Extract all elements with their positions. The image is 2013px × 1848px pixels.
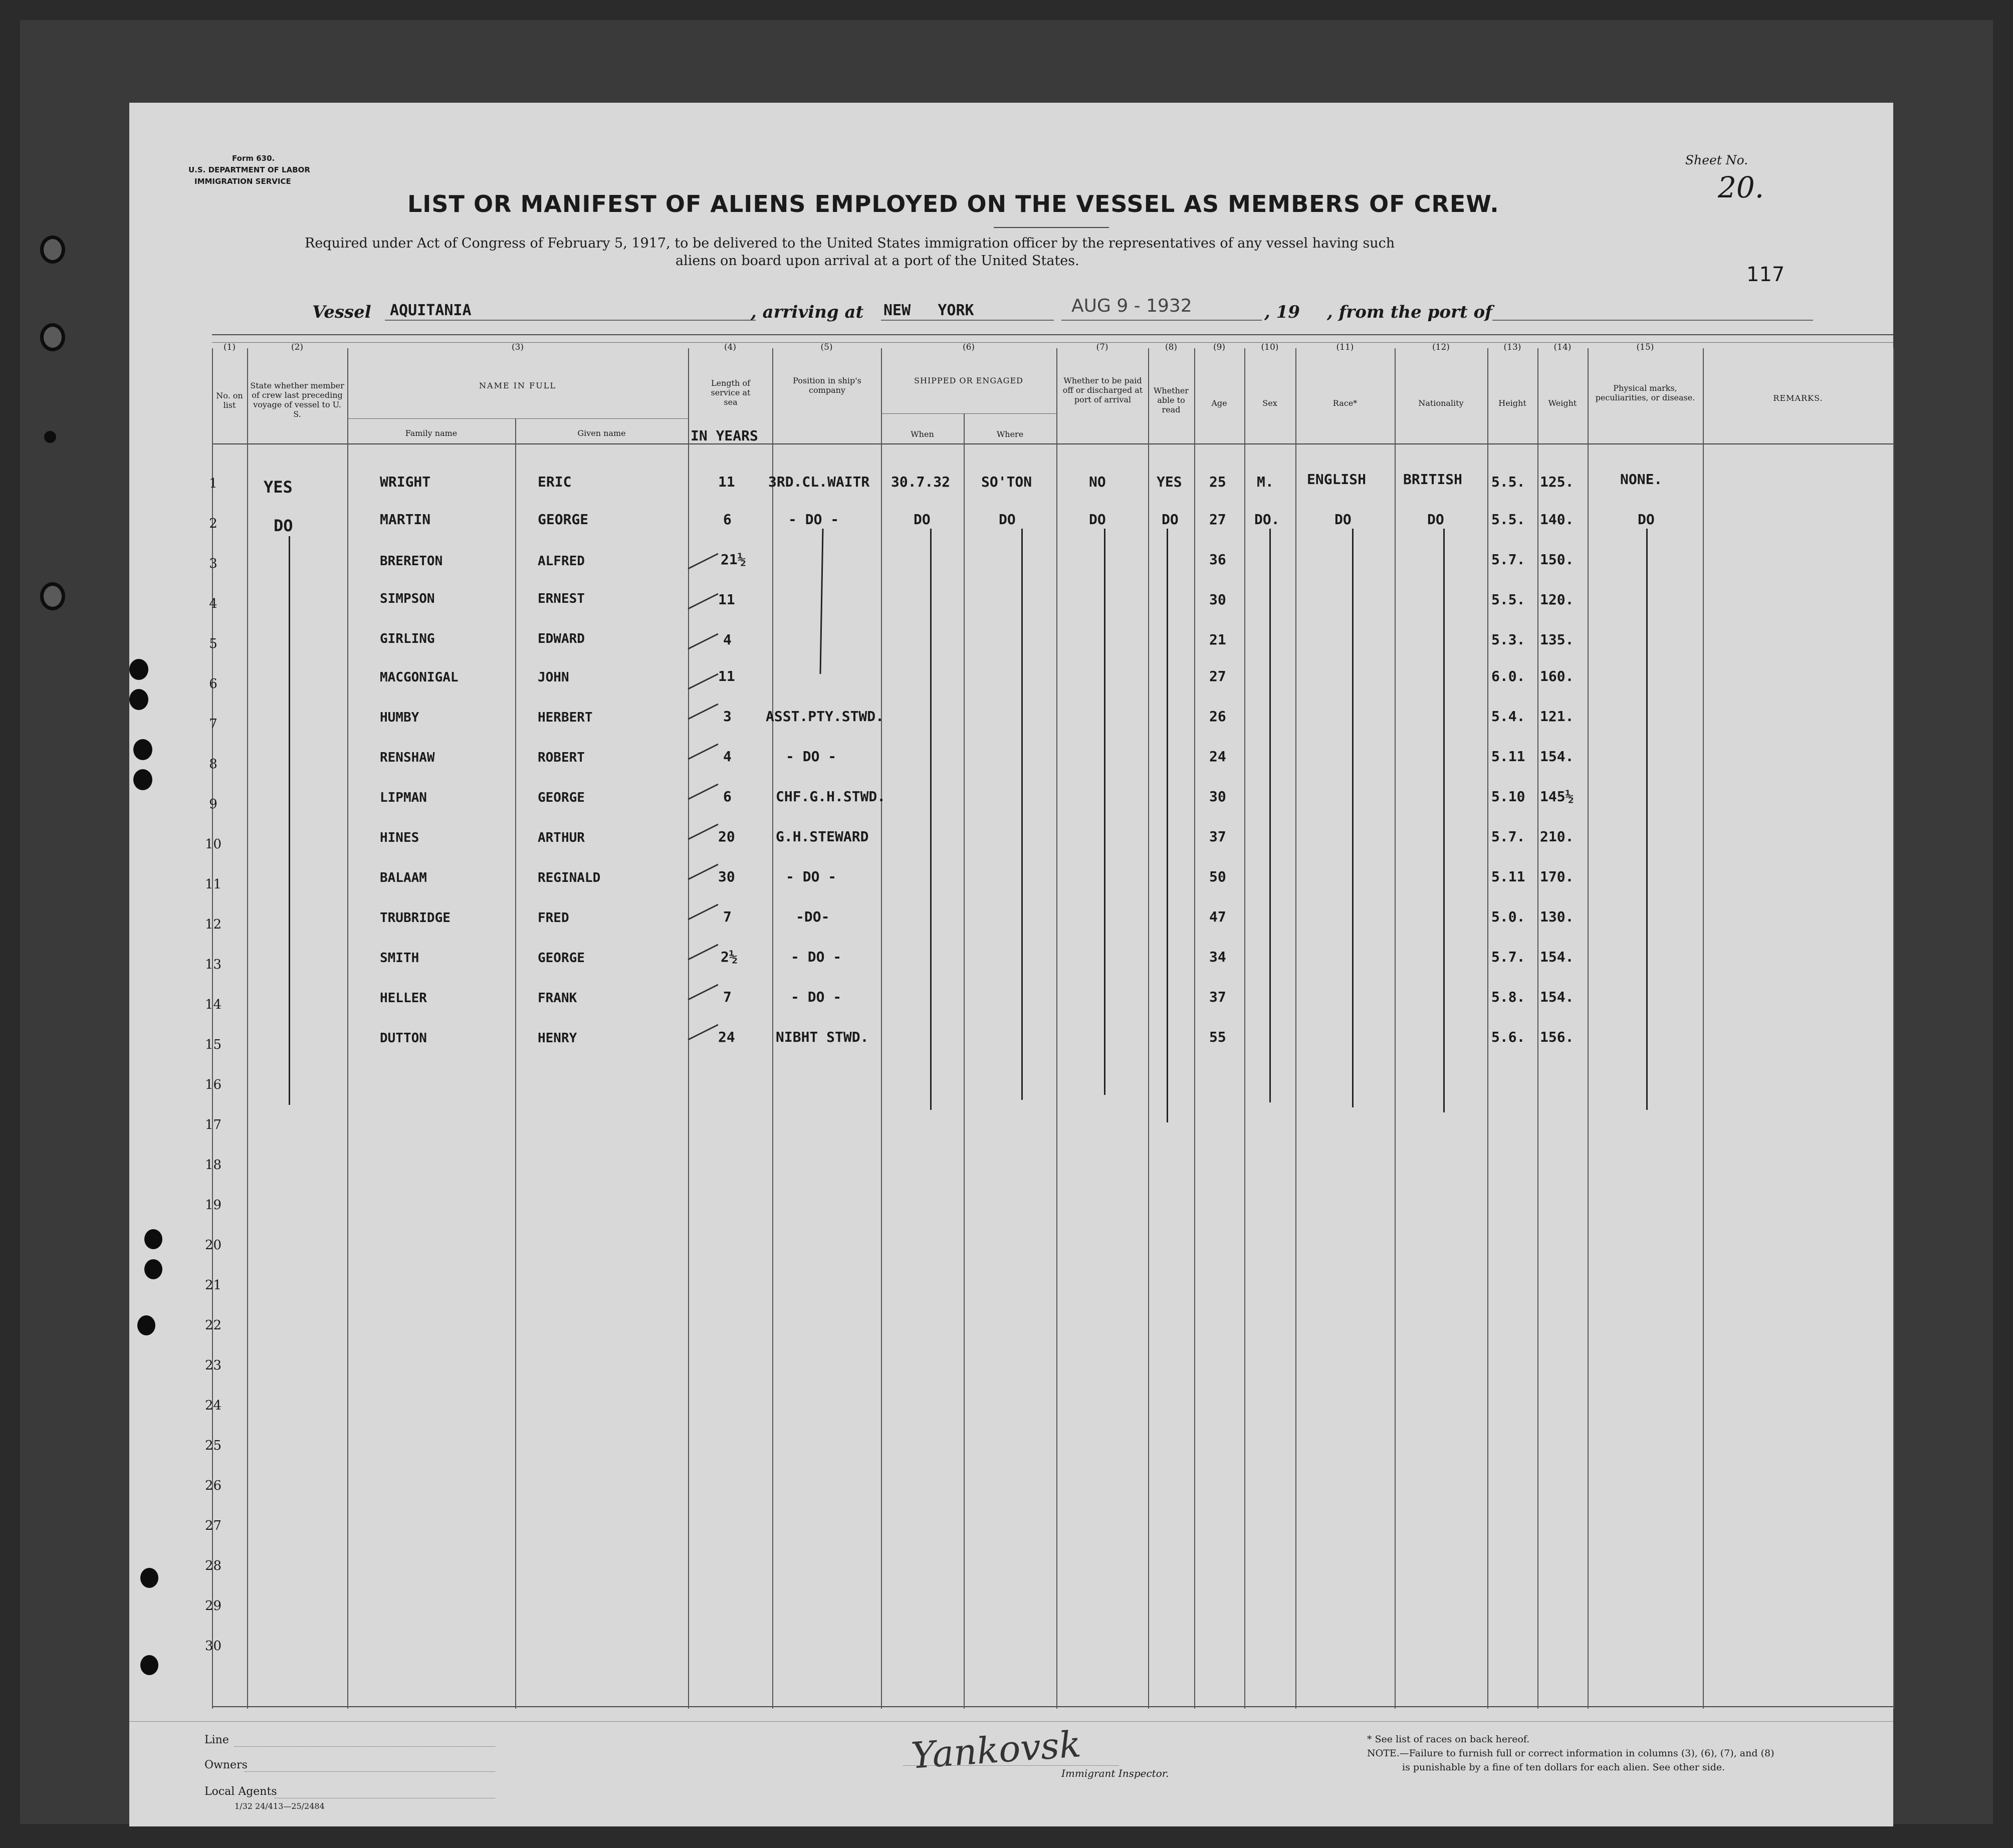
row-number: 22 [204,1318,222,1333]
row-number: 17 [204,1117,222,1132]
row-number: 6 [209,676,217,691]
row-number: 24 [204,1398,222,1413]
given-name: FRANK [538,991,577,1006]
family-name: WRIGHT [380,474,431,490]
given-name: HENRY [538,1031,577,1046]
row-number: 20 [204,1238,222,1253]
previous-voyage: YES [264,478,293,497]
weight: 154. [1540,748,1574,765]
header-bottom-rule [212,443,1893,444]
ditto-mark [1269,529,1271,1102]
header-height: Height [1498,398,1526,408]
race: ENGLISH [1307,471,1367,488]
col-rule [515,418,516,1709]
height: 5.7. [1491,551,1525,568]
paid-off: DO [1089,511,1106,528]
service-years: 3 [723,708,732,725]
weight: 154. [1540,989,1574,1005]
age: 30 [1209,591,1226,608]
ditto-mark [1104,529,1105,1095]
title-rule [994,227,1109,228]
scan-background [20,20,1993,1824]
row-number: 26 [204,1478,222,1493]
given-name: GEORGE [538,511,589,528]
binder-hole [40,582,65,610]
signature: Yankovsk [910,1723,1082,1777]
row-number: 16 [204,1077,222,1092]
column-number: (3) [511,342,524,352]
row-number: 15 [204,1037,222,1052]
weight: 125. [1540,474,1574,490]
age: 37 [1209,989,1226,1005]
row-number: 25 [204,1438,222,1453]
table-top-rule [212,334,1893,335]
vessel-underline [385,320,756,321]
ditto-mark [1021,529,1023,1100]
ditto-mark [930,529,932,1110]
punch-hole [137,1315,155,1335]
given-name: HERBERT [538,710,593,725]
height: 6.0. [1491,668,1525,684]
height: 5.7. [1491,828,1525,845]
weight: 130. [1540,908,1574,925]
col-rule [1395,348,1396,1709]
shipped-where: SO'TON [981,474,1032,490]
col-rule [1487,348,1488,1709]
service-years: 24 [718,1029,735,1045]
service-years: 11 [718,668,735,684]
position: - DO - [786,868,837,885]
height: 5.8. [1491,989,1525,1005]
arriving-label: , arriving at [751,302,864,322]
height: 5.11 [1491,868,1525,885]
header-position: Position in ship's company [793,376,861,395]
header-paid-off: Whether to be paid off or discharged at port of arrival [1062,376,1143,404]
row-number: 14 [204,997,222,1012]
weight: 154. [1540,949,1574,965]
col-rule [1588,348,1589,1709]
row-number: 12 [204,917,222,932]
family-name: SMITH [380,951,419,966]
position: - DO - [788,511,839,528]
date-underline [1061,320,1262,321]
service-years: 30 [718,868,735,885]
manifest-sheet [129,103,1893,1826]
weight: 145½ [1540,788,1574,805]
given-name: ERNEST [538,591,585,606]
service-years: 11 [718,591,735,608]
age: 34 [1209,949,1226,965]
date-stamp: AUG 9 - 1932 [1071,296,1192,316]
row-number: 21 [204,1278,222,1293]
family-name: HUMBY [380,710,419,725]
department-label: U.S. DEPARTMENT OF LABOR [188,165,310,174]
column-number: (4) [724,342,737,352]
local-agents-label: Local Agents [204,1785,277,1798]
family-name: MARTIN [380,511,431,528]
row-number: 10 [204,837,222,852]
header-physical-marks: Physical marks, peculiarities, or disease. [1595,383,1695,402]
col-rule [247,348,248,1709]
given-name: ALFRED [538,554,585,569]
penalty-note-2: is punishable by a fine of ten dollars for each alien. See other side. [1402,1762,1725,1773]
header-no-on-list: No. on list [216,391,243,410]
column-number: (14) [1553,342,1572,352]
col-rule [1148,348,1149,1709]
column-number: (11) [1336,342,1354,352]
col-rule [212,348,213,1709]
age: 26 [1209,708,1226,725]
header-given-name: Given name [577,428,626,438]
column-number: (10) [1261,342,1279,352]
row-number: 18 [204,1158,222,1173]
position: 3RD.CL.WAITR [768,474,870,490]
signature-underline [904,1765,1119,1766]
ditto-mark [1352,529,1354,1107]
binder-hole [40,323,65,351]
vessel-name: AQUITANIA [390,302,472,319]
weight: 120. [1540,591,1574,608]
given-name: REGINALD [538,870,601,885]
service-years: 7 [723,989,732,1005]
age: 21 [1209,631,1226,648]
service-years: 20 [718,828,735,845]
punch-hole [144,1229,162,1249]
punch-hole [140,1655,158,1675]
family-name: TRUBRIDGE [380,910,451,926]
weight: 121. [1540,708,1574,725]
row-number: 2 [209,516,217,531]
header-sex: Sex [1262,398,1277,408]
table-bottom-rule [212,1706,1893,1707]
family-name: MACGONIGAL [380,670,459,685]
family-name: DUTTON [380,1031,427,1046]
punch-hole [129,659,148,680]
header-able-read: Whether able to read [1153,386,1189,414]
height: 5.4. [1491,708,1525,725]
header-remarks: REMARKS. [1773,393,1823,403]
column-number: (8) [1165,342,1178,352]
height: 5.10 [1491,788,1525,805]
age: 50 [1209,868,1226,885]
header-weight: Weight [1548,398,1577,408]
given-name: JOHN [538,670,569,685]
previous-voyage: DO [274,516,293,535]
age: 55 [1209,1029,1226,1045]
weight: 156. [1540,1029,1574,1045]
col-rule [1244,348,1245,1709]
height: 5.5. [1491,591,1525,608]
given-name: GEORGE [538,790,585,805]
given-name: ERIC [538,474,572,490]
height: 5.11 [1491,748,1525,765]
penalty-note-1: NOTE.—Failure to furnish full or correct information in columns (3), (6), (7), and (8) [1367,1748,1774,1759]
family-name: HELLER [380,991,427,1006]
form-number: Form 630. [232,154,275,163]
position: - DO - [791,989,842,1005]
binder-hole [44,431,56,443]
footer-rule [129,1721,1893,1722]
binder-hole [40,236,65,264]
punch-hole [140,1568,158,1588]
weight: 170. [1540,868,1574,885]
ditto-mark [1443,529,1445,1112]
family-name: BALAAM [380,870,427,885]
header-age: Age [1211,398,1227,408]
column-number: (12) [1432,342,1450,352]
col-rule [964,413,965,1709]
age: 47 [1209,908,1226,925]
page-title: LIST OR MANIFEST OF ALIENS EMPLOYED ON THE VESSEL AS MEMBERS OF CREW. [407,190,1499,217]
given-name: FRED [538,910,569,926]
age: 27 [1209,668,1226,684]
page-number: 117 [1746,263,1785,286]
family-name: SIMPSON [380,591,435,606]
column-number: (6) [962,342,975,352]
given-name: GEORGE [538,951,585,966]
print-code: 1/32 24/413—25/2484 [235,1801,325,1811]
column-number: (2) [291,342,304,352]
header-length-service: Length of service at sea [711,378,751,407]
weight: 135. [1540,631,1574,648]
col-rule [772,348,773,1709]
column-number: (7) [1096,342,1108,352]
subtitle-line-2: aliens on board upon arrival at a port of the United States. [676,253,1079,269]
service-years: 2½ [721,949,738,965]
nationality: BRITISH [1403,471,1463,488]
col-rule [881,348,882,1709]
position: -DO- [796,908,830,925]
header-nationality: Nationality [1418,398,1464,408]
row-number: 5 [209,636,217,651]
punch-hole [144,1259,162,1279]
sex: M. [1257,474,1274,490]
shipped-where: DO [999,511,1016,528]
paid-off: NO [1089,474,1106,490]
row-number: 30 [204,1639,222,1654]
service-years: 4 [723,748,732,765]
col-rule [1893,348,1894,1709]
age: 24 [1209,748,1226,765]
col-rule [1703,348,1704,1709]
weight: 160. [1540,668,1574,684]
service-years: 21½ [721,551,746,568]
ditto-mark [1646,529,1648,1110]
subheader-rule-name [347,418,688,419]
sex: DO. [1254,511,1280,528]
col-rule [347,348,348,1709]
row-number: 19 [204,1198,222,1213]
age: 30 [1209,788,1226,805]
races-note: * See list of races on back hereof. [1367,1734,1530,1745]
age: 27 [1209,511,1226,528]
given-name: ARTHUR [538,830,585,845]
row-number: 4 [209,596,217,611]
service-years: 6 [723,511,732,528]
weight: 150. [1540,551,1574,568]
able-to-read: YES [1157,474,1182,490]
line-label: Line [204,1734,229,1746]
header-shipped: SHIPPED OR ENGAGED [914,376,1023,385]
age: 36 [1209,551,1226,568]
able-to-read: DO [1162,511,1179,528]
owners-underline [245,1771,495,1772]
service-years: 11 [718,474,735,490]
family-name: RENSHAW [380,750,435,765]
position: ASST.PTY.STWD. [766,708,884,725]
ditto-mark [289,536,290,1105]
column-number: (13) [1503,342,1521,352]
vessel-label: Vessel [312,302,371,322]
from-port-label: , from the port of [1327,302,1492,322]
col-rule [1056,348,1057,1709]
header-previous-voyage: State whether member of crew last preceding voyage of vessel to U. S. [250,381,344,419]
row-number: 29 [204,1598,222,1613]
height: 5.0. [1491,908,1525,925]
race: DO [1334,511,1352,528]
service-years: 7 [723,908,732,925]
position: - DO - [791,949,842,965]
row-number: 28 [204,1558,222,1573]
col-rule [1295,348,1296,1709]
service-years: 6 [723,788,732,805]
age: 25 [1209,474,1226,490]
age: 37 [1209,828,1226,845]
family-name: BRERETON [380,554,443,569]
physical-marks: NONE. [1620,471,1663,488]
height: 5.5. [1491,511,1525,528]
owners-label: Owners [204,1759,248,1771]
header-in-years: IN YEARS [691,427,758,444]
given-name: EDWARD [538,631,585,646]
given-name: ROBERT [538,750,585,765]
row-number: 11 [204,877,222,892]
punch-hole [133,769,152,790]
header-race: Race* [1332,398,1358,408]
row-number: 27 [204,1518,222,1533]
height: 5.7. [1491,949,1525,965]
height: 5.5. [1491,474,1525,490]
from-port-underline [1492,320,1813,321]
shipped-when: DO [914,511,931,528]
arriving-port: NEW YORK [883,302,974,319]
weight: 210. [1540,828,1574,845]
punch-hole [133,739,152,760]
row-number: 7 [209,717,217,732]
subtitle-line-1: Required under Act of Congress of February 5, 1917, to be delivered to the United States immigration officer by the representatives of any vessel having such [305,236,1395,251]
height: 5.6. [1491,1029,1525,1045]
row-number: 9 [209,797,217,812]
sheet-number: 20. [1718,170,1764,204]
sheet-label: Sheet No. [1685,153,1748,167]
position: G.H.STEWARD [776,828,869,845]
nationality: DO [1427,511,1444,528]
service-check-marks [683,514,743,1125]
position: CHF.G.H.STWD. [776,788,886,805]
year-label: , 19 [1264,302,1300,322]
position: NIBHT STWD. [776,1029,869,1045]
position: - DO - [786,748,837,765]
ditto-mark [819,529,823,674]
physical-marks: DO [1638,511,1655,528]
column-number: (5) [820,342,833,352]
family-name: HINES [380,830,419,845]
weight: 140. [1540,511,1574,528]
header-when: When [911,429,934,439]
col-rule [1194,348,1195,1709]
punch-hole [129,689,148,710]
header-family-name: Family name [405,428,458,438]
height: 5.3. [1491,631,1525,648]
shipped-when: 30.7.32 [891,474,951,490]
row-number: 13 [204,957,222,972]
column-number: (15) [1636,342,1654,352]
family-name: GIRLING [380,631,435,646]
row-number: 8 [209,757,217,772]
arriving-underline [881,320,1054,321]
header-where: Where [996,429,1024,439]
column-number: (9) [1213,342,1226,352]
service-label: IMMIGRATION SERVICE [194,177,291,186]
family-name: LIPMAN [380,790,427,805]
row-number: 1 [209,476,217,491]
service-years: 4 [723,631,732,648]
subheader-rule-shipped [881,413,1056,414]
inspector-label: Immigrant Inspector. [1061,1767,1169,1779]
row-number: 23 [204,1358,222,1373]
col-rule [1537,348,1538,1709]
line-underline [235,1746,495,1747]
row-number: 3 [209,556,217,571]
header-name-in-full: NAME IN FULL [479,381,556,390]
ditto-mark [1167,529,1168,1122]
column-number: (1) [223,342,236,352]
